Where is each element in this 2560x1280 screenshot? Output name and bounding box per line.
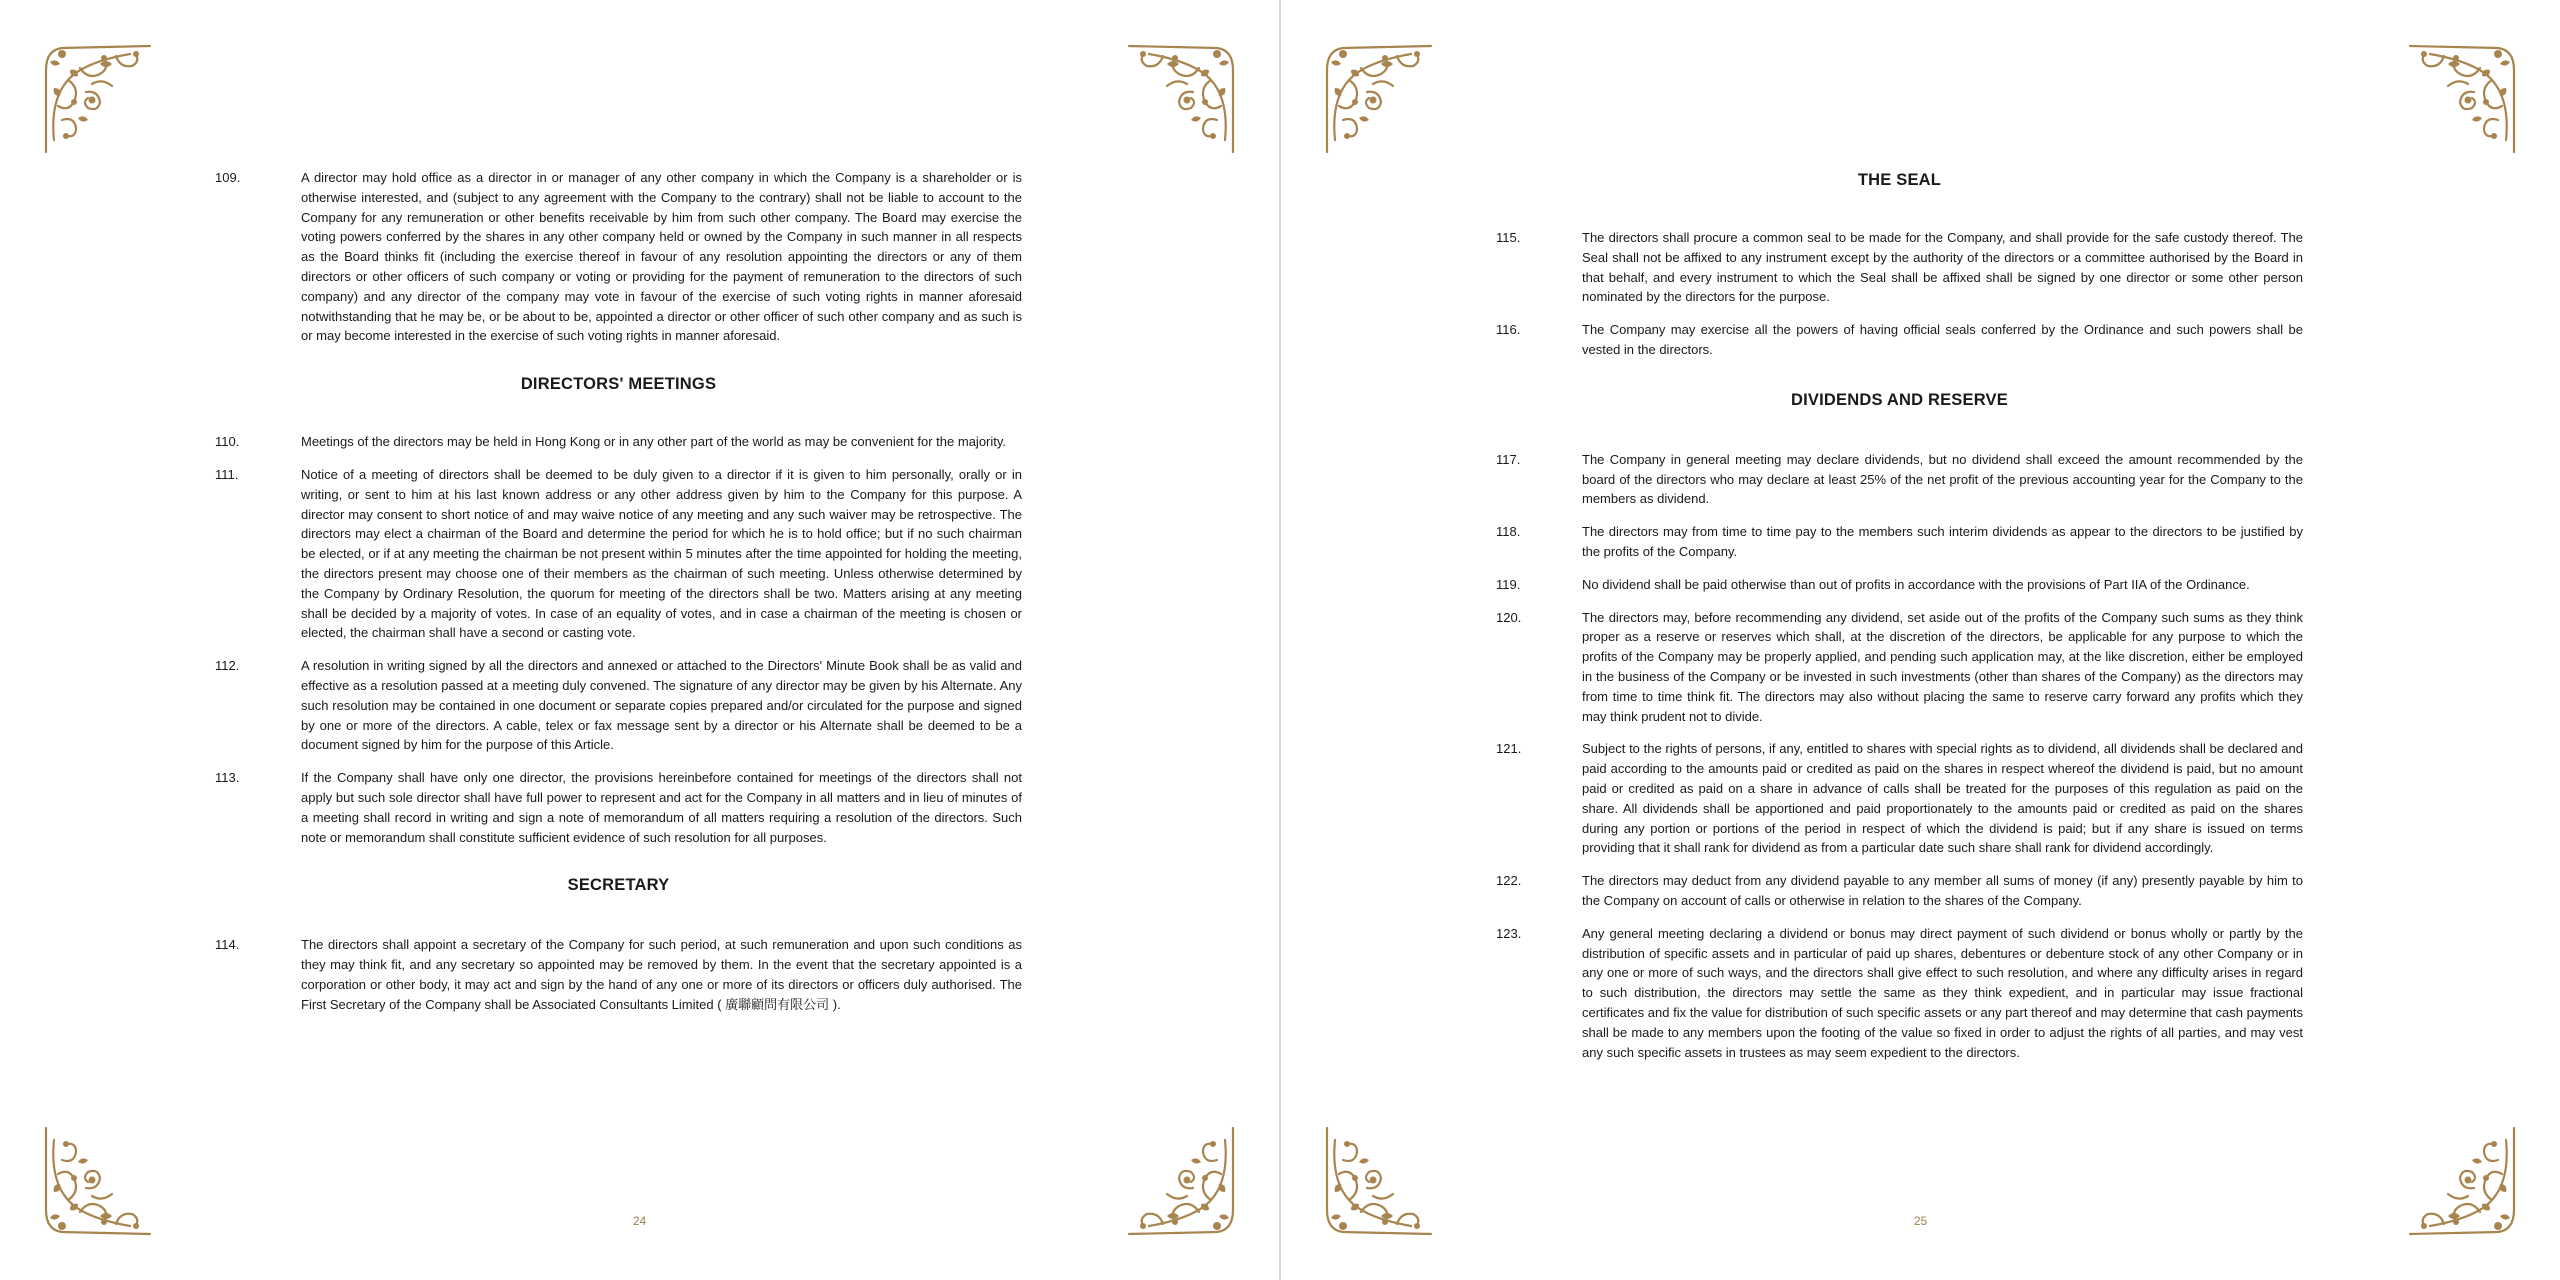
clause-text: The Company may exercise all the powers of having official seals conferred by the Ordinance and such powers shall be vested in the directors. bbox=[1582, 322, 2303, 357]
clause-number: 115. bbox=[1496, 230, 1521, 245]
section-heading-directors-meetings: DIRECTORS' MEETINGS bbox=[520, 375, 717, 394]
clause-number: 120. bbox=[1496, 609, 1522, 625]
clause bbox=[1496, 228, 2303, 307]
clause-number: 114. bbox=[215, 937, 240, 953]
clause-number: 123. bbox=[1496, 925, 1522, 941]
clause bbox=[1496, 608, 2303, 727]
clause-text: No dividend shall be paid otherwise than out of profits in accordance with the provisions of Part IIA of the Ordinance. bbox=[1582, 576, 2250, 592]
clause-number: 116. bbox=[1496, 322, 1521, 338]
clause-text: Any general meeting declaring a dividend or bonus may direct payment of such dividend or bonus wholly or partly by the distribution of specific assets and in particular of paid up shares, debentures or debenture stock of any other Company or in any one or more of such ways, and the directors shall give effect to such resolution, and where any difficulty arises in regard to such distribution, the directors may settle the same as they think expedient, and in particular may issue fractional certificates and fix the value for distribution of such specific assets or any part thereof and may determine that cash payments shall be made to any members upon the footing of the value so fixed in order to adjust the rights of all parties, and may vest any such specific assets in trustees as may seem expedient to the directors. bbox=[1582, 925, 2303, 1060]
clause bbox=[1496, 739, 2303, 858]
floral-corner-ornament-icon bbox=[40, 40, 160, 160]
clause-text: The directors shall appoint a secretary of the Company for such period, at such remuneration and upon such conditions as they may think fit, and any secretary so appointed may be removed by them. In the event that the secretary appointed is a corporation or other body, it may act and sign by the hand of any one or more of its directors or officers duly authorised. The First Secretary of the Company shall be Associated Consultants Limited ( 廣聯顧問有限公司 ). bbox=[301, 937, 1022, 1012]
floral-corner-ornament-icon bbox=[2400, 40, 2520, 160]
left-page bbox=[0, 0, 1279, 1280]
clause bbox=[215, 432, 1022, 452]
clause-text: If the Company shall have only one director, the provisions hereinbefore contained for meetings of the directors shall not apply but such sole director shall have full power to represent and act for the Company in all matters and in lieu of minutes of a meeting shall record in writing and sign a note of memorandum of all matters requiring a resolution of the directors. Such note or memorandum shall constitute sufficient evidence of such resolution for all purposes. bbox=[301, 770, 1022, 845]
clause bbox=[1496, 450, 2303, 509]
clause-number: 121. bbox=[1496, 741, 1522, 757]
clause bbox=[215, 168, 1022, 346]
clause bbox=[215, 768, 1022, 847]
clause bbox=[215, 935, 1022, 1014]
clause bbox=[215, 656, 1022, 755]
clause-text: A resolution in writing signed by all the directors and annexed or attached to the Directors' Minute Book shall be as valid and effective as a resolution passed at a meeting duly convened. The signature of any director may be given by his Alternate. Any such resolution may be contained in one document or separate copies prepared and/or circulated for the purpose and signed by one or more of the directors. A cable, telex or fax message sent by a director or his Alternate shall be deemed to be a document signed by him for the purpose of this Article. bbox=[301, 658, 1022, 753]
clause-number: 109. bbox=[215, 170, 241, 185]
clause bbox=[1496, 320, 2303, 360]
right-page-content bbox=[1496, 168, 2303, 1075]
section-heading-the-seal: THE SEAL bbox=[1857, 171, 1942, 189]
floral-corner-ornament-icon bbox=[1321, 40, 1441, 160]
clause bbox=[1496, 522, 2303, 562]
clause bbox=[1496, 924, 2303, 1063]
clause-text: The Company in general meeting may declare dividends, but no dividend shall exceed the amount recommended by the board of the directors who may declare at least 25% of the net profit of the previous accounting year for the Company to the members as dividend. bbox=[1582, 451, 2303, 507]
clause bbox=[1496, 575, 2303, 595]
clause-number: 113. bbox=[215, 770, 240, 786]
clause-number: 112. bbox=[215, 658, 240, 674]
floral-corner-ornament-icon bbox=[1119, 40, 1239, 160]
clause-text: Subject to the rights of persons, if any, entitled to shares with special rights as to dividend, all dividends shall be declared and paid according to the amounts paid or credited as paid on the shares in respect whereof the dividend is paid, but no amount paid or credited as paid on a share in advance of calls shall be treated for the purposes of this regulation as paid on the share. All dividends shall be apportioned and paid proportionately to the amounts paid or credited as paid on the shares during any portion or portions of the period in respect of which the dividend is paid; but if any share is issued on terms providing that it shall rank for dividend as from a particular date such share shall rank for dividend accordingly. bbox=[1582, 741, 2303, 856]
right-page bbox=[1281, 0, 2560, 1280]
clause-number: 118. bbox=[1496, 524, 1521, 540]
clause-text: Meetings of the directors may be held in Hong Kong or in any other part of the world as may be convenient for the majority. bbox=[301, 434, 1007, 450]
page-number: 25 bbox=[1913, 1214, 1928, 1228]
clause-text: The directors may from time to time pay to the members such interim dividends as appear to the directors to be justified by the profits of the Company. bbox=[1582, 524, 2303, 559]
clause-number: 110. bbox=[215, 434, 240, 450]
clause-text: The directors may, before recommending any dividend, set aside out of the profits of the Company such sums as they think proper as a reserve or reserves which shall, at the discretion of the directors, be applicable for any purpose to which the profits of the Company may be properly applied, and pending such application may, at the like discretion, either be employed in the business of the Company or be invested in such investments (other than shares of the Company) as the directors may from time to time think fit. The directors may also without placing the same to reserve carry forward any profits which they may think prudent not to divide. bbox=[1582, 609, 2303, 724]
clause-text: A director may hold office as a director in or manager of any other company in which the Company is a shareholder or is otherwise interested, and (subject to any agreement with the Company to the contrary) shall not be liable to account to the Company for any remuneration or other benefits receivable by him from such other company. The Board may exercise the voting powers conferred by the shares in any other company held or owned by the Company in such manner in all respects as the Board thinks fit (including the exercise thereof in favour of any resolution appointing the directors or any of them directors or other officers of such company or voting or providing for the payment of remuneration to the directors of such company) and any director of the company may vote in favour of the exercise of such voting rights in manner aforesaid notwithstanding that he may be, or be about to be, appointed a director or other officer of such other company and as such is or may become interested in the exercise of such voting rights in manner aforesaid. bbox=[301, 170, 1022, 344]
left-page-content bbox=[215, 168, 1022, 1028]
clause-number: 119. bbox=[1496, 576, 1521, 592]
clause-number: 111. bbox=[215, 466, 239, 482]
clause-text: The directors shall procure a common seal to be made for the Company, and shall provide for the safe custody thereof. The Seal shall not be affixed to any instrument except by the authority of the directors or a committee authorised by the Board in that behalf, and every instrument to which the Seal shall be affixed shall be signed by one director or some other person nominated by the directors for the purpose. bbox=[1582, 230, 2303, 305]
clause-number: 117. bbox=[1496, 451, 1521, 467]
clause-text: The directors may deduct from any dividend payable to any member all sums of money (if any) presently payable by him to the Company on account of calls or otherwise in relation to the shares of the Company. bbox=[1582, 873, 2303, 908]
clause bbox=[215, 465, 1022, 643]
clause-text: Notice of a meeting of directors shall be deemed to be duly given to a director if it is given to him personally, orally or in writing, or sent to him at his last known address or any other address given by him to the Company for this purpose. A director may consent to short notice of and may waive notice of any meeting and any such waiver may be retrospective. The directors may elect a chairman of the Board and determine the period for which he is to hold office; but if no such chairman be elected, or if at any meeting the chairman be not present within 5 minutes after the time appointed for holding the meeting, the directors present may choose one of their members as the chairman of such meeting. Unless otherwise determined by the Company by Ordinary Resolution, the quorum for meeting of the directors shall be two. Matters arising at any meeting shall be decided by a majority of votes. In case of an equality of votes, and in case a chairman of the meeting is chosen or elected, the chairman shall have a second or casting vote. bbox=[301, 466, 1022, 641]
clause-number: 122. bbox=[1496, 873, 1522, 889]
section-heading-dividends-and-reserve: DIVIDENDS AND RESERVE bbox=[1791, 390, 2008, 409]
clause bbox=[1496, 871, 2303, 911]
page-number: 24 bbox=[632, 1214, 647, 1228]
section-heading-secretary: SECRETARY bbox=[567, 876, 670, 895]
